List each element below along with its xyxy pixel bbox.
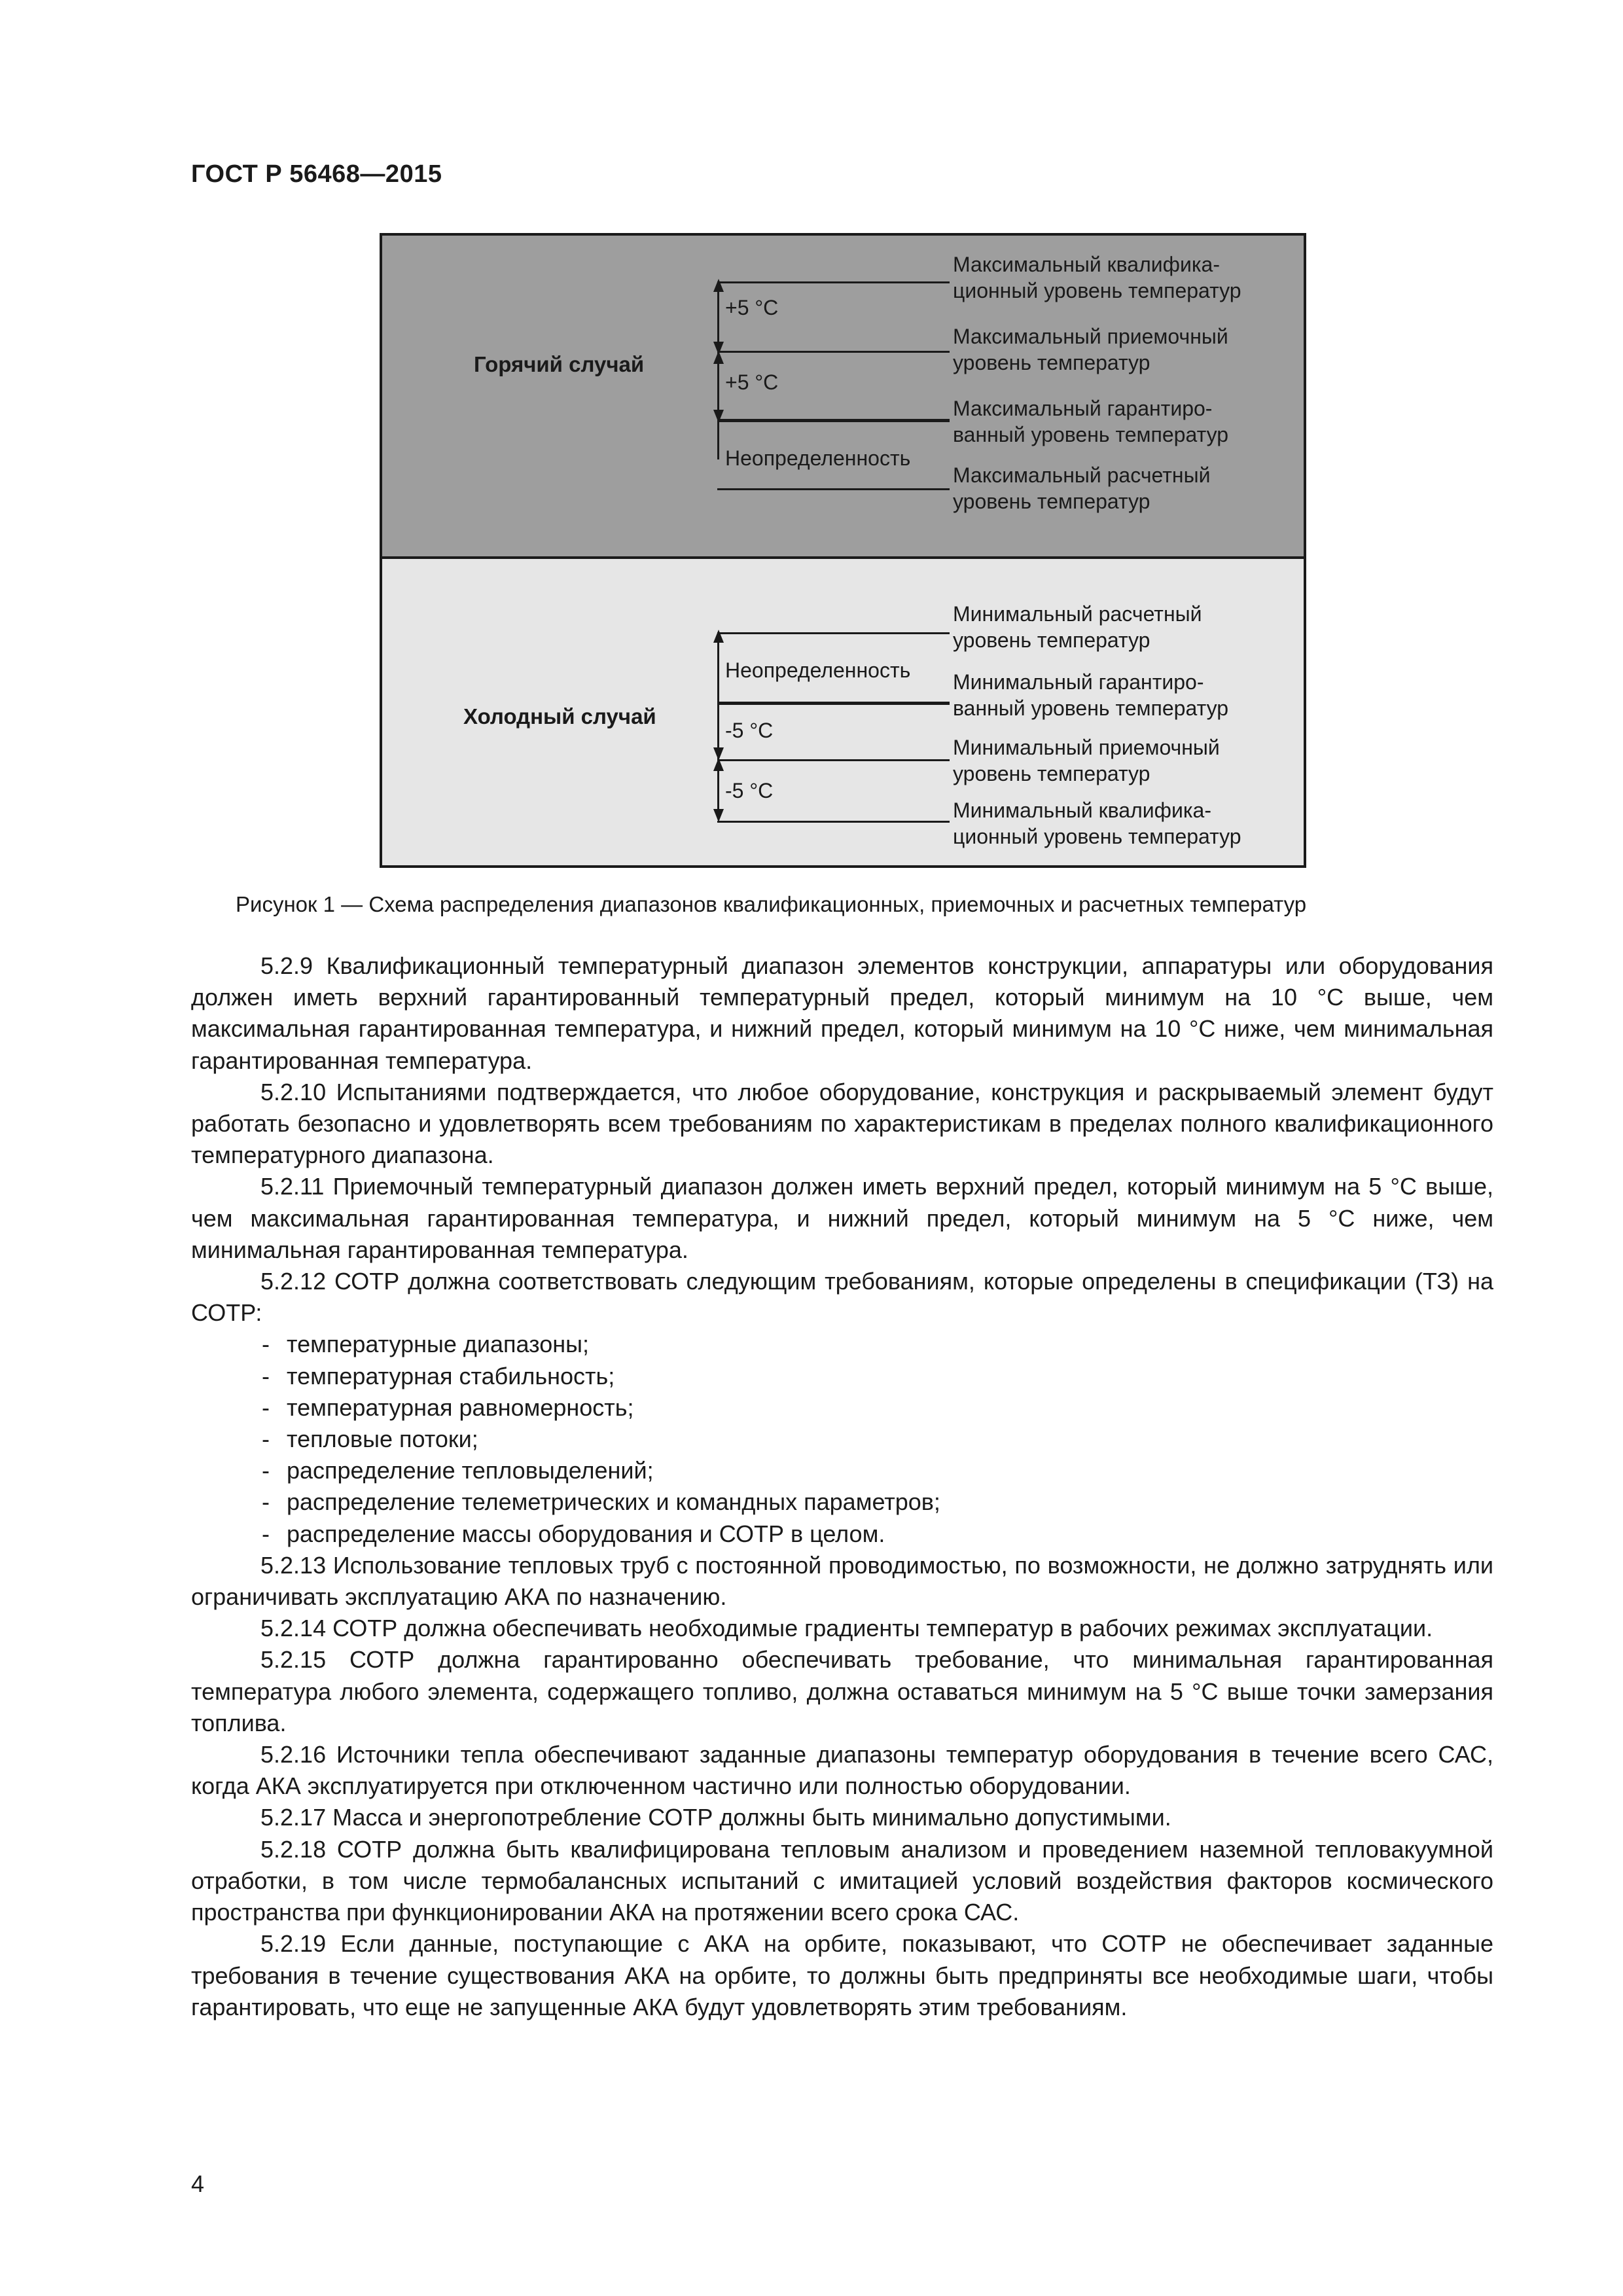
list-item: - распределение тепловыделений; [262,1457,654,1484]
hot-level-line-guaranteed [717,419,950,422]
hot-level-line-acceptance [717,351,950,353]
cold-level-line-guaranteed [717,702,950,705]
paragraph-5-2-13: 5.2.13 Использование тепловых труб с постоянной проводимостью, по возможности, не должно затруднять или ограничивать эксплуатацию АКА по назначению. [191,1551,1493,1611]
cold-segment-label-1: Неопределенность [725,658,911,682]
paragraph-5-2-17: 5.2.17 Масса и энергопотребление СОТР должны быть минимально допустимыми. [260,1804,1171,1831]
paragraph-5-2-16: 5.2.16 Источники тепла обеспечивают заданные диапазоны температур оборудования в течение всего САС, когда АКА эксплуатируется при отключенном частично или полностью оборудовании. [191,1741,1493,1800]
cold-arrow-top-up [713,630,724,643]
cold-axis-line [717,636,719,819]
hot-arrow-mid-up [713,351,724,364]
list-item: - тепловые потоки; [262,1426,478,1453]
cold-level-line-design [717,632,950,634]
list-item: - распределение телеметрических и командных параметров; [262,1488,940,1516]
paragraph-5-2-10: 5.2.10 Испытаниями подтверждается, что любое оборудование, конструкция и раскрываемый элемент будут работать безопасно и удовлетворять всем требованиям по характеристикам в пределах полного квалификационного температурного диапазона. [191,1078,1493,1169]
paragraph-5-2-9: 5.2.9 Квалификационный температурный диапазон элементов конструкции, аппаратуры или оборудования должен иметь верхний гарантированный температурный предел, который минимум на 10 °С выше, чем максимальная гарантированная температура, и нижний предел, который минимум на 10 °С ниже, чем минимальная гарантированная температура. [191,952,1493,1074]
paragraph-5-2-14: 5.2.14 СОТР должна обеспечивать необходимые градиенты температур в рабочих режимах эксплуатации. [260,1615,1433,1642]
temperature-ranges-figure [380,233,1306,868]
hot-segment-label-2: +5 °C [725,370,779,394]
cold-level-label-1: Минимальный расчетный уровень температур [953,602,1202,652]
list-item: - распределение массы оборудования и СОТР в целом. [262,1520,885,1547]
document-header: ГОСТ Р 56468—2015 [191,160,442,188]
paragraph-5-2-18: 5.2.18 СОТР должна быть квалифицирована тепловым анализом и проведением наземной тепловакуумной отработки, в том числе термобалансных испытаний с имитацией условий воздействия факторов космического пространства при функционировании АКА на протяжении всего срока САС. [191,1835,1493,1926]
hot-axis-line [717,283,719,459]
cold-segment-label-2: -5 °C [725,719,774,742]
paragraph-5-2-12: 5.2.12 СОТР должна соответствовать следующим требованиям, которые определены в спецификации (ТЗ) на СОТР: [191,1268,1493,1327]
cold-level-label-2: Минимальный гарантиро- ванный уровень температур [953,670,1229,720]
list-item: - температурная стабильность; [262,1362,615,1390]
cold-level-line-acceptance [717,759,950,761]
document-body [191,950,1493,2023]
paragraph-5-2-11: 5.2.11 Приемочный температурный диапазон должен иметь верхний предел, который минимум на 5 °С выше, чем максимальная гарантированная температура, и нижний предел, который минимум на 5 °С ниже, чем минимальная гарантированная температура. [191,1173,1493,1263]
hot-arrow-top-up [713,279,724,292]
cold-segment-label-3: -5 °C [725,779,774,802]
cold-level-label-4: Минимальный квалифика- ционный уровень температур [953,798,1241,848]
hot-level-line-qualification [717,281,950,283]
paragraph-5-2-19: 5.2.19 Если данные, поступающие с АКА на орбите, показывают, что СОТР не обеспечивает заданные требования в течение существования АКА на орбите, то должны быть предприняты все необходимые шаги, чтобы гарантировать, что еще не запущенные АКА будут удовлетворять этим требованиям. [191,1930,1493,2020]
cold-level-line-qualification [717,821,950,823]
cold-case-label: Холодный случай [463,704,656,728]
hot-level-label-3: Максимальный гарантиро- ванный уровень температур [953,397,1229,446]
figure-caption: Рисунок 1 — Схема распределения диапазонов квалификационных, приемочных и расчетных температур [236,892,1307,916]
hot-segment-label-3: Неопределенность [725,446,911,470]
hot-case-label: Горячий случай [474,352,645,376]
cold-case-panel [382,559,1304,865]
list-item: - температурная равномерность; [262,1393,634,1421]
cold-arrow-low-down [713,809,724,822]
hot-segment-label-1: +5 °C [725,296,779,319]
hot-level-label-4: Максимальный расчетный уровень температур [953,463,1211,513]
hot-level-line-design [717,488,950,490]
page-number: 4 [191,2170,205,2197]
paragraph-5-2-15: 5.2.15 СОТР должна гарантированно обеспечивать требование, что минимальная гарантированная температура любого элемента, содержащего топливо, должна оставаться минимум на 5 °С выше точки замерзания топлива. [191,1646,1493,1736]
hot-level-label-2: Максимальный приемочный уровень температур [953,325,1228,374]
hot-case-panel [382,236,1304,559]
cold-level-label-3: Минимальный приемочный уровень температур [953,736,1220,785]
hot-level-label-1: Максимальный квалифика- ционный уровень температур [953,253,1241,302]
list-item: - температурные диапазоны; [262,1331,590,1358]
